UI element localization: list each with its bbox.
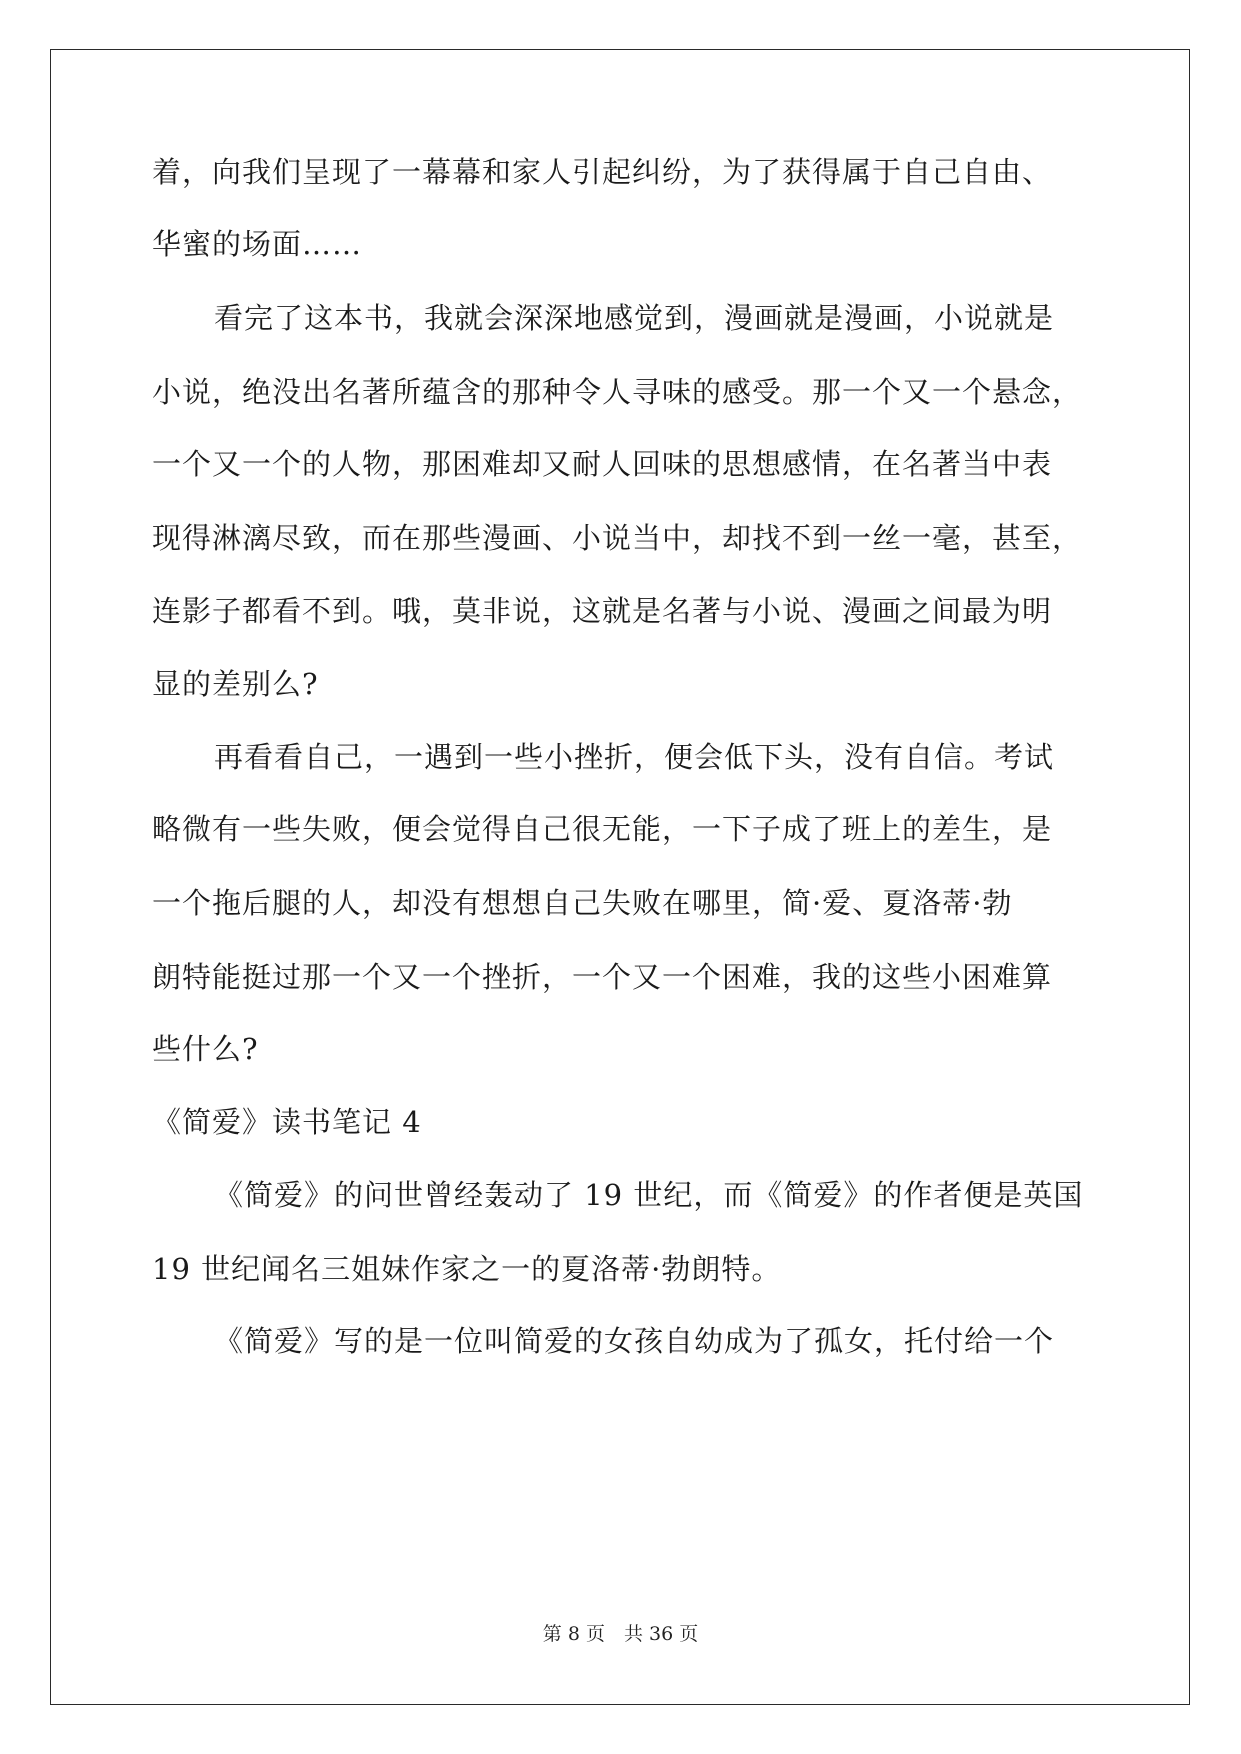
body-text-line: 显的差别么? xyxy=(152,667,319,701)
body-text-line: 小说，绝没出名著所蕴含的那种令人寻味的感受。那一个又一个悬念， xyxy=(152,375,1083,409)
body-text-line: 看完了这本书，我就会深深地感觉到，漫画就是漫画，小说就是 xyxy=(214,301,1055,335)
body-text-line: 略微有一些失败，便会觉得自己很无能，一下子成了班上的差生，是 xyxy=(152,812,1053,846)
page-number-footer: 第 8 页 共 36 页 xyxy=(542,1623,699,1645)
body-text-line: 朗特能挺过那一个又一个挫折，一个又一个困难，我的这些小困难算 xyxy=(152,960,1053,994)
body-text-line: 一个又一个的人物，那困难却又耐人回味的思想感情，在名著当中表 xyxy=(152,447,1053,481)
body-text-line: 连影子都看不到。哦，莫非说，这就是名著与小说、漫画之间最为明 xyxy=(152,594,1053,628)
body-text-line: 一个拖后腿的人，却没有想想自己失败在哪里，简·爱、夏洛蒂·勃 xyxy=(152,886,1013,920)
body-text-line: 《简爱》的问世曾经轰动了 19 世纪，而《简爱》的作者便是英国 xyxy=(214,1178,1084,1212)
body-text-line: 着，向我们呈现了一幕幕和家人引起纠纷，为了获得属于自己自由、 xyxy=(152,155,1053,189)
body-text-line: 19 世纪闻名三姐妹作家之一的夏洛蒂·勃朗特。 xyxy=(152,1252,782,1286)
section-heading: 《简爱》读书笔记 4 xyxy=(152,1105,422,1139)
body-text-line: 些什么? xyxy=(152,1032,259,1066)
body-text-line: 《简爱》写的是一位叫简爱的女孩自幼成为了孤女，托付给一个 xyxy=(214,1324,1055,1358)
body-text-line: 华蜜的场面…… xyxy=(152,227,363,261)
body-text-line: 现得淋漓尽致，而在那些漫画、小说当中，却找不到一丝一毫，甚至， xyxy=(152,521,1083,555)
body-text-line: 再看看自己，一遇到一些小挫折，便会低下头，没有自信。考试 xyxy=(214,740,1055,774)
